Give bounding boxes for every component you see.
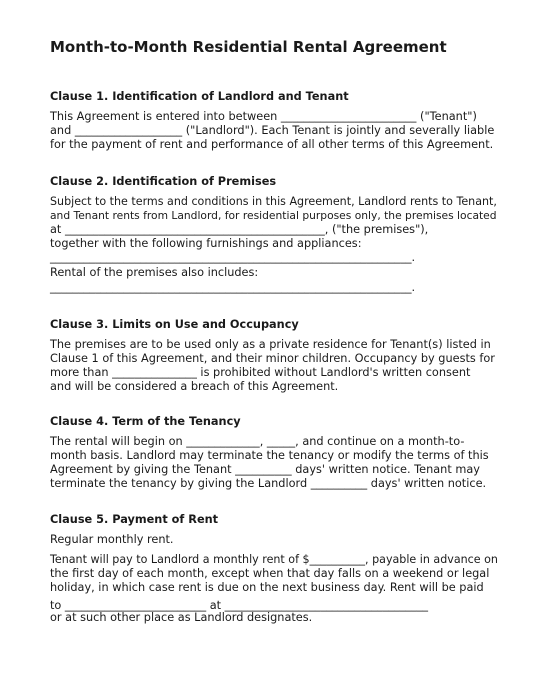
- clause-4-line: terminate the tenancy by giving the Landlord __________ days' written notice.: [50, 477, 487, 490]
- clause-5-line: holiday, in which case rent is due on the next business day. Rent will be paid: [50, 581, 484, 594]
- clause-3-line: and will be considered a breach of this Agreement.: [50, 380, 339, 393]
- clause-1-line: This Agreement is entered into between ________________________ ("Tenant"): [50, 110, 477, 123]
- clause-5-last-line: or at such other place as Landlord designates.: [50, 611, 313, 624]
- clause-2-also-line: Rental of the premises also includes:: [50, 266, 259, 279]
- clause-5-heading: Clause 5. Payment of Rent: [50, 513, 219, 526]
- clause-3-heading: Clause 3. Limits on Use and Occupancy: [50, 318, 299, 331]
- page-title: Month-to-Month Residential Rental Agreement: [50, 38, 447, 56]
- clause-3-line: more than _______________ is prohibited without Landlord's written consent: [50, 366, 471, 379]
- clause-3-line: Clause 1 of this Agreement, and their minor children. Occupancy by guests for: [50, 352, 495, 365]
- clause-4-line: month basis. Landlord may terminate the tenancy or modify the terms of this: [50, 449, 489, 462]
- clause-5-to-line: to _________________________ at ____________________________________: [50, 599, 429, 612]
- clause-2-line: together with the following furnishings and appliances:: [50, 237, 362, 250]
- clause-5-line: the first day of each month, except when that day falls on a weekend or legal: [50, 567, 490, 580]
- clause-4-heading: Clause 4. Term of the Tenancy: [50, 415, 241, 428]
- clause-5-intro: Regular monthly rent.: [50, 533, 174, 546]
- clause-1-heading: Clause 1. Identification of Landlord and Tenant: [50, 90, 349, 103]
- clause-4-line: The rental will begin on _____________, _____, and continue on a month-to-: [50, 435, 465, 448]
- clause-1-line: for the payment of rent and performance of all other terms of this Agreement.: [50, 138, 494, 151]
- clause-2-heading: Clause 2. Identification of Premises: [50, 175, 277, 188]
- clause-2-line: and Tenant rents from Landlord, for residential purposes only, the premises located: [50, 209, 497, 222]
- clause-3-line: The premises are to be used only as a private residence for Tenant(s) listed in: [50, 338, 491, 351]
- clause-2-blank-line: ________________________________________________________________.: [50, 251, 416, 264]
- clause-4-line: Agreement by giving the Tenant __________ days' written notice. Tenant may: [50, 463, 480, 476]
- clause-2-line: at ______________________________________________, ("the premises"),: [50, 223, 429, 236]
- clause-5-line: Tenant will pay to Landlord a monthly rent of $__________, payable in advance on: [50, 553, 498, 566]
- clause-2-line: Subject to the terms and conditions in this Agreement, Landlord rents to Tenant,: [50, 195, 497, 208]
- clause-1-line: and ___________________ ("Landlord"). Each Tenant is jointly and severally liable: [50, 124, 495, 137]
- clause-2-blank-line: ________________________________________________________________.: [50, 281, 416, 294]
